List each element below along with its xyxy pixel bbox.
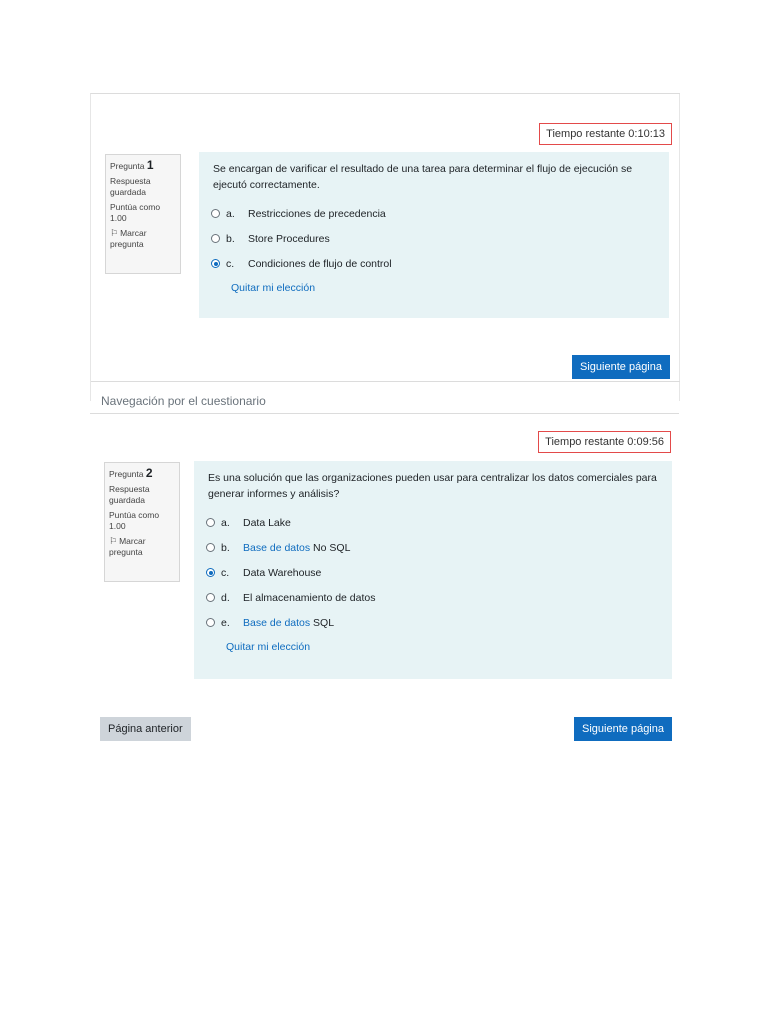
clear-choice-link[interactable]: Quitar mi elección [231, 282, 316, 294]
option-label: Store Procedures [248, 232, 330, 245]
clear-choice-link[interactable]: Quitar mi elección [226, 641, 311, 653]
question-score: Puntúa como 1.00 [109, 510, 160, 531]
option-a[interactable] [206, 510, 660, 535]
question-content [199, 152, 669, 318]
radio-button[interactable] [206, 518, 215, 527]
timer: Tiempo restante 0:09:56 [538, 431, 671, 453]
option-label: No SQL [310, 541, 351, 554]
option-label: El almacenamiento de datos [243, 591, 376, 604]
right-border [679, 94, 680, 401]
option-c[interactable] [206, 560, 660, 585]
option-letter: c. [221, 566, 230, 579]
option-c[interactable] [211, 251, 657, 276]
radio-button[interactable] [206, 568, 215, 577]
option-d[interactable] [206, 585, 660, 610]
radio-button[interactable] [211, 209, 220, 218]
options-list [211, 201, 657, 276]
next-page-button[interactable]: Siguiente página [574, 717, 672, 741]
option-label: Condiciones de flujo de control [248, 257, 392, 270]
option-letter: a. [221, 516, 230, 529]
option-letter: b. [221, 541, 230, 554]
option-letter: e. [221, 616, 230, 629]
question-score: Puntúa como 1.00 [110, 202, 161, 223]
question-status: Respuesta guardada [109, 484, 150, 505]
radio-button[interactable] [206, 593, 215, 602]
timer: Tiempo restante 0:10:13 [539, 123, 672, 145]
flag-question-link[interactable]: ⚐ Marcar pregunta [109, 536, 146, 557]
option-b[interactable] [206, 535, 660, 560]
option-e[interactable] [206, 610, 660, 635]
radio-button[interactable] [206, 543, 215, 552]
glossary-link[interactable]: Base de datos [243, 616, 311, 629]
glossary-link[interactable]: Base de datos [243, 541, 311, 554]
option-letter: d. [221, 591, 230, 604]
option-letter: a. [226, 207, 235, 220]
option-a[interactable] [211, 201, 657, 226]
option-label: SQL [310, 616, 335, 629]
radio-button[interactable] [206, 618, 215, 627]
flag-icon: ⚐ [110, 228, 119, 238]
quiz-screenshot-2 [90, 413, 679, 754]
question-text: Es una solución que las organizaciones pueden usar para centralizar los datos comerciales para generar informes y análisis? [208, 472, 657, 500]
previous-page-button[interactable]: Página anterior [100, 717, 191, 741]
option-label: Restricciones de precedencia [248, 207, 386, 220]
flag-question-link[interactable]: ⚐ Marcar pregunta [110, 228, 147, 249]
question-info [104, 462, 180, 582]
flag-icon: ⚐ [109, 536, 118, 546]
question-content [194, 461, 672, 679]
divider [91, 381, 680, 382]
question-text: Se encargan de varificar el resultado de una tarea para determinar el flujo de ejecución se ejecutó correctamente. [213, 163, 633, 191]
next-page-button[interactable]: Siguiente página [572, 355, 670, 379]
radio-button[interactable] [211, 234, 220, 243]
question-number: Pregunta 2 [109, 466, 153, 480]
quiz-screenshot-1 [90, 93, 680, 408]
quiz-navigation-heading: Navegación por el cuestionario [101, 394, 266, 408]
options-list [206, 510, 660, 635]
option-b[interactable] [211, 226, 657, 251]
option-label: Data Lake [243, 516, 291, 529]
question-status: Respuesta guardada [110, 176, 151, 197]
question-number: Pregunta 1 [110, 158, 154, 172]
option-letter: b. [226, 232, 235, 245]
question-info [105, 154, 181, 274]
option-letter: c. [226, 257, 235, 270]
radio-button[interactable] [211, 259, 220, 268]
option-label: Data Warehouse [243, 566, 322, 579]
